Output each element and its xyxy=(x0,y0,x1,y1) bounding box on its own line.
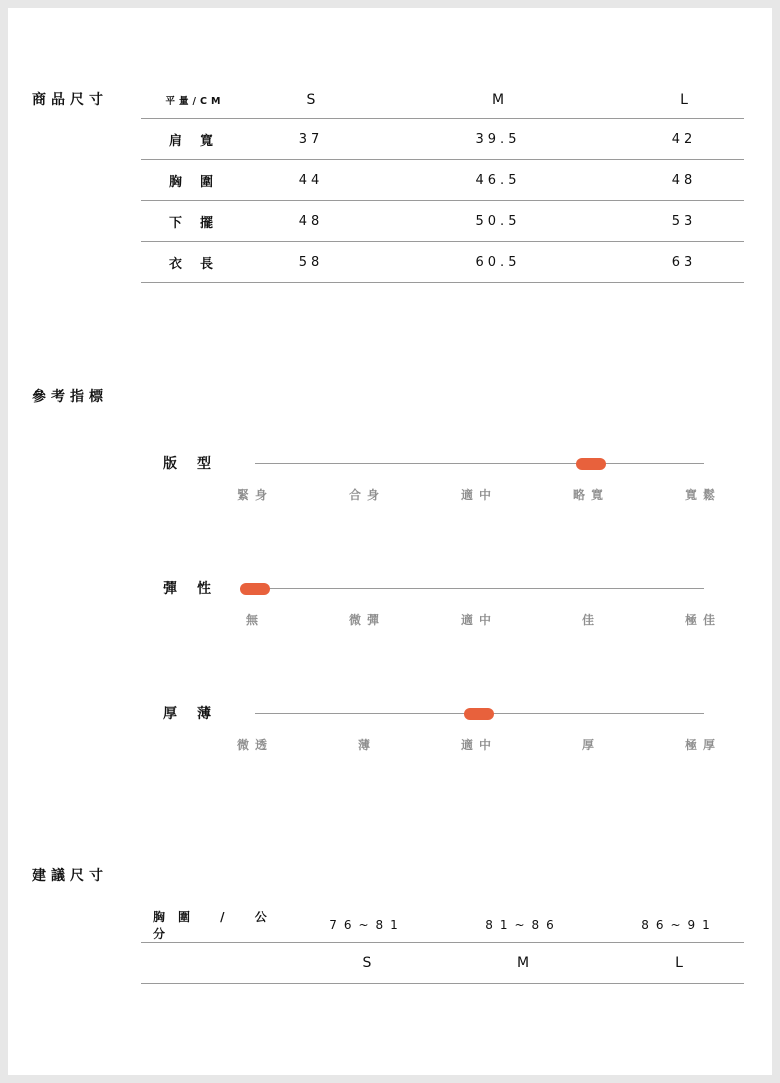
cell-s: 37 xyxy=(298,131,324,147)
range-s: 76~81 xyxy=(329,918,405,932)
indicator-label: 厚薄 xyxy=(163,706,231,722)
cell-s: 44 xyxy=(298,172,324,188)
indicator-tick: 微彈 xyxy=(348,613,385,627)
indicator-marker xyxy=(464,708,494,720)
row-label: 下擺 xyxy=(168,215,231,231)
size-table xyxy=(141,81,744,283)
indicator-elasticity xyxy=(8,578,772,638)
cell-m: 60.5 xyxy=(475,254,521,270)
row-label: 肩寬 xyxy=(168,133,231,149)
indicator-fit xyxy=(8,453,772,513)
size-s: S xyxy=(362,955,372,971)
indicator-marker xyxy=(576,458,606,470)
page xyxy=(8,8,772,1075)
recommend-table xyxy=(141,908,744,984)
indicator-tick: 無 xyxy=(245,613,264,627)
table-row xyxy=(141,119,744,160)
indicator-track xyxy=(255,463,704,464)
indicator-tick: 合身 xyxy=(348,488,385,502)
indicator-tick: 極佳 xyxy=(684,613,721,627)
indicator-tick: 略寬 xyxy=(572,488,609,502)
recommend-label: 胸圍 / 公分 xyxy=(153,910,280,941)
indicator-tick: 寬鬆 xyxy=(684,488,721,502)
indicator-tick: 微透 xyxy=(236,738,273,752)
indicator-tick: 適中 xyxy=(460,488,497,502)
indicator-tick: 薄 xyxy=(357,738,376,752)
size-l: L xyxy=(675,955,683,971)
indicator-label: 版型 xyxy=(163,456,231,472)
unit-label: 平量/CM xyxy=(165,95,225,107)
row-label: 胸圍 xyxy=(168,174,231,190)
table-row xyxy=(141,242,744,283)
range-m: 81~86 xyxy=(485,918,561,932)
section-title-product-size: 商品尺寸 xyxy=(32,92,108,108)
recommend-range-row xyxy=(141,908,744,943)
cell-m: 50.5 xyxy=(475,213,521,229)
section-title-reference: 參考指標 xyxy=(32,389,108,405)
cell-s: 58 xyxy=(298,254,324,270)
indicator-tick: 極厚 xyxy=(684,738,721,752)
indicator-tick: 佳 xyxy=(581,613,600,627)
row-label: 衣長 xyxy=(168,256,231,272)
indicator-tick: 適中 xyxy=(460,738,497,752)
size-l-header: L xyxy=(680,91,688,108)
size-s-header: S xyxy=(306,91,316,108)
indicator-track xyxy=(255,588,704,589)
indicator-tick: 厚 xyxy=(581,738,600,752)
indicator-label: 彈性 xyxy=(163,581,231,597)
size-table-header xyxy=(141,81,744,119)
range-l: 86~91 xyxy=(641,918,717,932)
cell-l: 53 xyxy=(671,213,697,229)
indicator-marker xyxy=(240,583,270,595)
cell-l: 42 xyxy=(671,131,697,147)
cell-l: 48 xyxy=(671,172,697,188)
cell-l: 63 xyxy=(671,254,697,270)
cell-s: 48 xyxy=(298,213,324,229)
section-title-recommend: 建議尺寸 xyxy=(32,868,108,884)
indicator-thickness xyxy=(8,703,772,763)
indicator-tick: 緊身 xyxy=(236,488,273,502)
cell-m: 46.5 xyxy=(475,172,521,188)
size-m: M xyxy=(516,955,530,971)
size-m-header: M xyxy=(491,91,505,108)
cell-m: 39.5 xyxy=(475,131,521,147)
recommend-size-row xyxy=(141,943,744,984)
table-row xyxy=(141,160,744,201)
table-row xyxy=(141,201,744,242)
indicator-tick: 適中 xyxy=(460,613,497,627)
